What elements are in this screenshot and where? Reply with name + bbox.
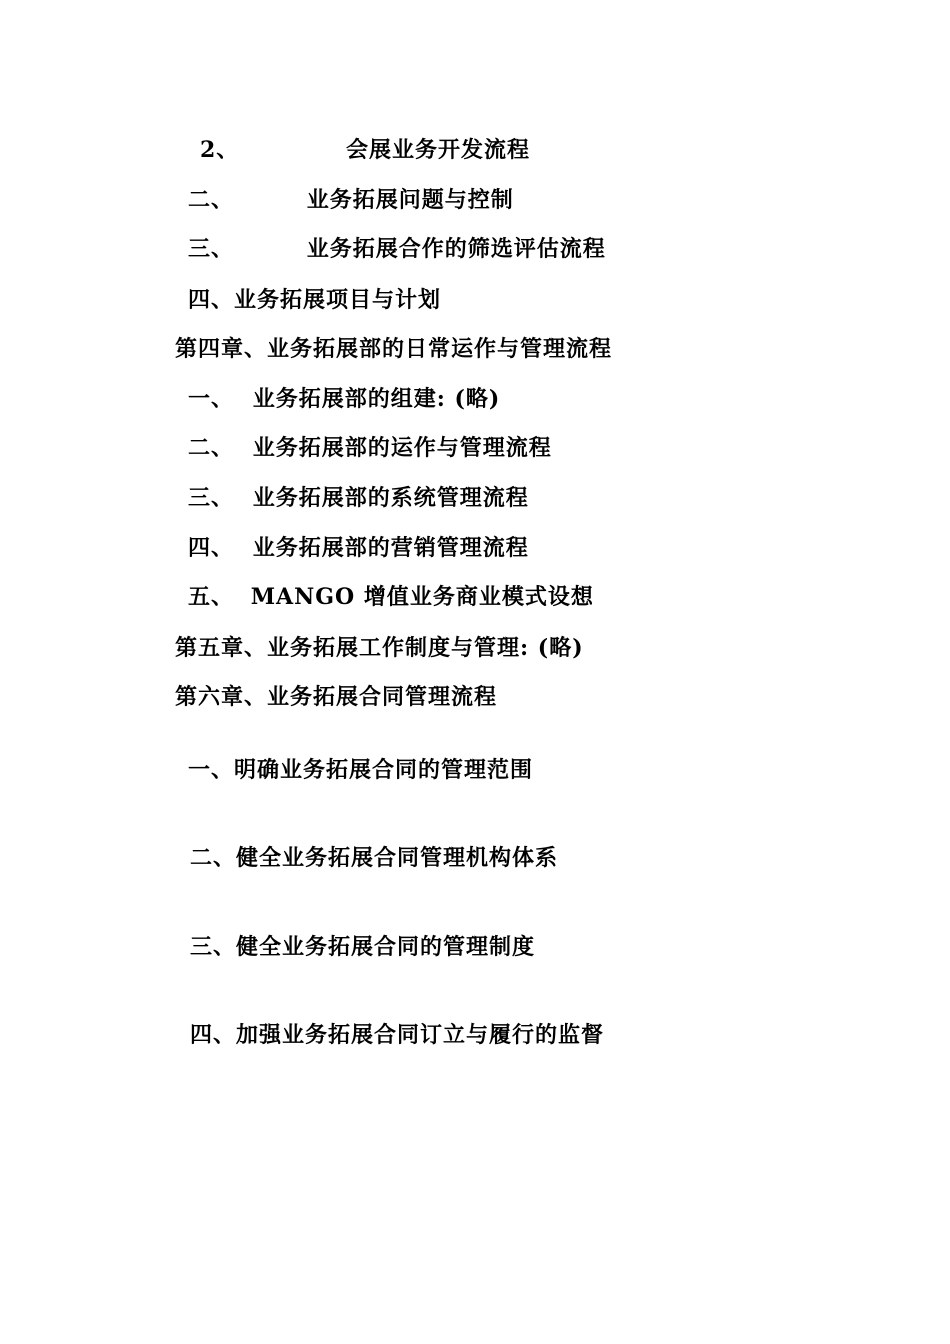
toc-line-2: [200, 136, 530, 164]
toc-text: 四、业务拓展项目与计划: [188, 287, 442, 313]
toc-number: 四、: [188, 535, 235, 561]
chapter-title: 第四章、业务拓展部的日常运作与管理流程: [175, 336, 613, 362]
chapter-4-heading: [175, 335, 612, 363]
toc-line-c4-2: [188, 434, 552, 462]
toc-line-c6-3: [190, 933, 535, 961]
toc-text: 一、明确业务拓展合同的管理范围: [188, 757, 534, 783]
toc-text: 四、加强业务拓展合同订立与履行的监督: [190, 1022, 605, 1048]
toc-number: 五、: [188, 584, 235, 610]
toc-text: MANGO 增值业务商业模式设想: [250, 584, 594, 610]
chapter-6-heading: [175, 683, 497, 711]
toc-number: 二、: [188, 187, 235, 213]
toc-number: 三、: [188, 485, 235, 511]
toc-number: 二、: [188, 435, 235, 461]
toc-text: 业务拓展部的组建: (略): [252, 386, 501, 412]
toc-line-section-2: [188, 186, 514, 214]
toc-line-section-4: [188, 286, 441, 314]
toc-text: 二、健全业务拓展合同管理机构体系: [190, 845, 559, 871]
toc-text: 业务拓展部的营销管理流程: [252, 535, 529, 561]
toc-line-c4-4: [188, 534, 529, 562]
toc-text: 业务拓展问题与控制: [306, 187, 514, 213]
toc-line-c4-1: [188, 385, 500, 413]
chapter-5-heading: [175, 634, 584, 662]
chapter-title: 第六章、业务拓展合同管理流程: [175, 684, 498, 710]
toc-line-c4-3: [188, 484, 529, 512]
toc-text: 三、健全业务拓展合同的管理制度: [190, 934, 536, 960]
toc-text: 业务拓展部的系统管理流程: [252, 485, 529, 511]
toc-line-c6-1: [188, 756, 533, 784]
toc-line-c6-2: [190, 844, 558, 872]
toc-line-c6-4: [190, 1021, 604, 1049]
toc-text: 业务拓展部的运作与管理流程: [252, 435, 552, 461]
toc-line-section-3: [188, 235, 606, 263]
toc-line-c4-5: [188, 583, 594, 611]
chapter-title: 第五章、业务拓展工作制度与管理: (略): [175, 635, 584, 661]
toc-number: 2、: [200, 137, 240, 163]
toc-number: 一、: [188, 386, 235, 412]
toc-number: 三、: [188, 236, 235, 262]
toc-text: 业务拓展合作的筛选评估流程: [306, 236, 606, 262]
toc-text: 会展业务开发流程: [345, 137, 530, 163]
